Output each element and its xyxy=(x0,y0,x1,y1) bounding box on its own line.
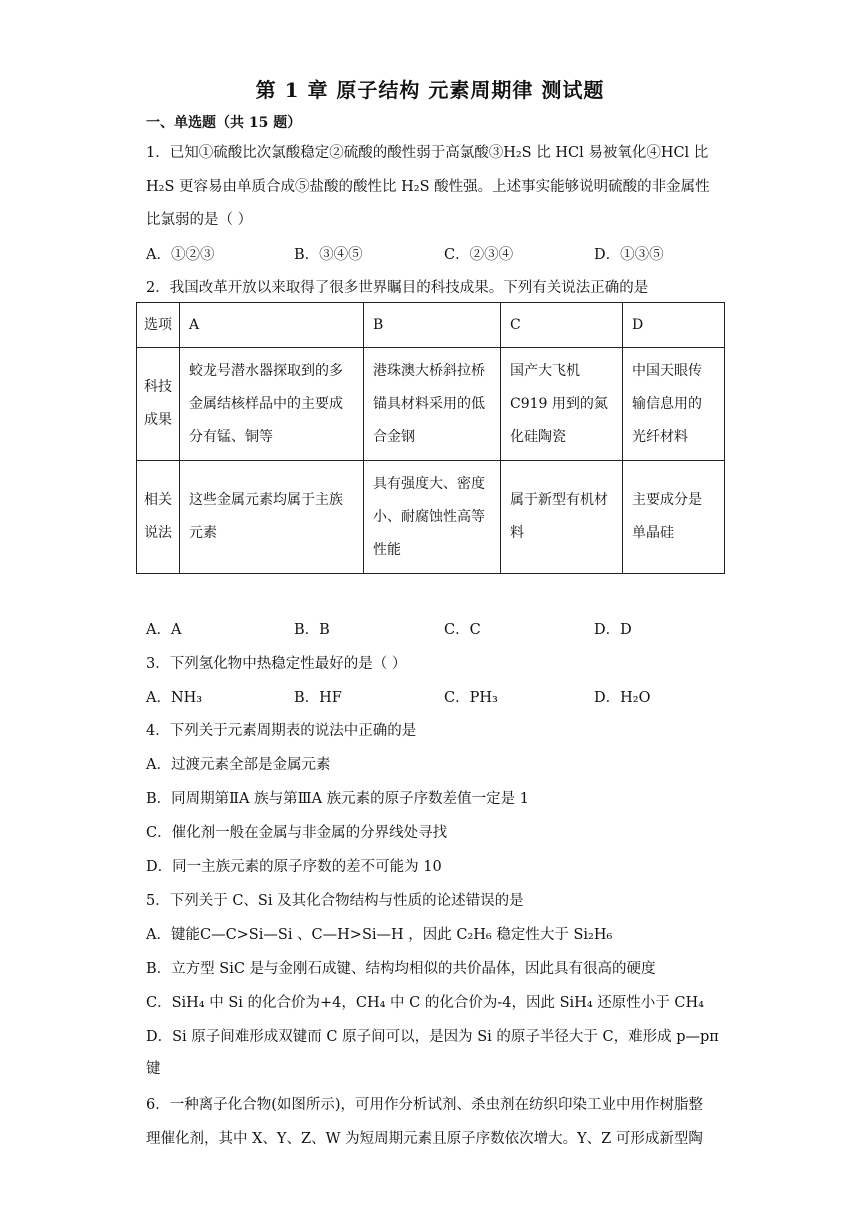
table-cell: 属于新型有机材料 xyxy=(501,461,623,574)
q5-option-d: D．Si 原子间难形成双键而 C 原子间可以，是因为 Si 的原子半径大于 C，难形成 p—pπ xyxy=(146,1029,719,1045)
q3-option-d: D．H₂O xyxy=(594,690,651,706)
table-cell: 中国天眼传输信息用的光纤材料 xyxy=(623,348,725,461)
q3-option-b: B．HF xyxy=(294,690,342,706)
table-cell: 港珠澳大桥斜拉桥锚具材料采用的低合金钢 xyxy=(364,348,501,461)
q6-line-1: 6．一种离子化合物(如图所示)，可用作分析试剂、杀虫剂在纺织印染工业中用作树脂整 xyxy=(146,1097,704,1113)
q5-option-a: A．键能C—C>Si—Si 、C—H>Si—H ，因此 C₂H₆ 稳定性大于 Si₂H₆ xyxy=(146,927,613,943)
table-cell: A xyxy=(180,303,364,348)
table-cell: 选项 xyxy=(137,303,180,348)
q5-option-d-continued: 键 xyxy=(146,1061,161,1077)
table-cell: 具有强度大、密度小、耐腐蚀性高等性能 xyxy=(364,461,501,574)
table-cell: D xyxy=(623,303,725,348)
q4-option-a: A．过渡元素全部是金属元素 xyxy=(146,757,331,773)
table-cell: 国产大飞机C919 用到的氮化硅陶瓷 xyxy=(501,348,623,461)
table-row xyxy=(137,461,725,574)
q6-line-2: 理催化剂，其中 X、Y、Z、W 为短周期元素且原子序数依次增大。Y、Z 可形成新型陶 xyxy=(146,1131,703,1147)
table-row xyxy=(137,348,725,461)
q4-stem: 4．下列关于元素周期表的说法中正确的是 xyxy=(146,723,417,739)
q2-option-c: C．C xyxy=(444,622,481,638)
table-row-label: 相关说法 xyxy=(137,461,180,574)
q3-stem: 3．下列氢化物中热稳定性最好的是（ ） xyxy=(146,656,407,672)
page-title: 第 1 章 原子结构 元素周期律 测试题 xyxy=(255,78,605,102)
q2-stem: 2．我国改革开放以来取得了很多世界瞩目的科技成果。下列有关说法正确的是 xyxy=(146,280,649,296)
table-cell: 主要成分是单晶硅 xyxy=(623,461,725,574)
q1-option-c: C．②③④ xyxy=(444,247,514,263)
table-row-label: 科技成果 xyxy=(137,348,180,461)
q4-option-d: D．同一主族元素的原子序数的差不可能为 10 xyxy=(146,859,442,875)
table-cell: B xyxy=(364,303,501,348)
q5-stem: 5．下列关于 C、Si 及其化合物结构与性质的论述错误的是 xyxy=(146,893,524,909)
q2-option-a: A．A xyxy=(146,622,182,638)
table-header-row xyxy=(137,303,725,348)
q5-option-b: B．立方型 SiC 是与金刚石成键、结构均相似的共价晶体，因此具有很高的硬度 xyxy=(146,961,656,977)
q4-option-b: B．同周期第ⅡA 族与第ⅢA 族元素的原子序数差值一定是 1 xyxy=(146,791,529,807)
q3-option-a: A．NH₃ xyxy=(146,690,203,706)
q1-line-3: 比氯弱的是（ ） xyxy=(146,212,253,228)
q2-option-d: D．D xyxy=(594,622,632,638)
q1-line-1: 1．已知①硫酸比次氯酸稳定②硫酸的酸性弱于高氯酸③H₂S 比 HCl 易被氧化④HCl 比 xyxy=(146,145,709,161)
q2-table xyxy=(136,302,725,574)
q5-option-c: C．SiH₄ 中 Si 的化合价为+4，CH₄ 中 C 的化合价为-4，因此 SiH₄ 还原性小于 CH₄ xyxy=(146,995,704,1011)
table-cell: 这些金属元素均属于主族元素 xyxy=(180,461,364,574)
section-heading: 一、单选题（共 15 题） xyxy=(146,115,302,131)
q1-option-a: A．①②③ xyxy=(146,247,215,263)
q1-option-d: D．①③⑤ xyxy=(594,247,664,263)
q1-line-2: H₂S 更容易由单质合成⑤盐酸的酸性比 H₂S 酸性强。上述事实能够说明硫酸的非金属性 xyxy=(146,179,710,195)
q4-option-c: C．催化剂一般在金属与非金属的分界线处寻找 xyxy=(146,825,448,841)
q2-option-b: B．B xyxy=(294,622,330,638)
table-cell: 蛟龙号潜水器探取到的多金属结核样品中的主要成分有锰、铜等 xyxy=(180,348,364,461)
q3-option-c: C．PH₃ xyxy=(444,690,498,706)
q1-option-b: B．③④⑤ xyxy=(294,247,363,263)
table-cell: C xyxy=(501,303,623,348)
